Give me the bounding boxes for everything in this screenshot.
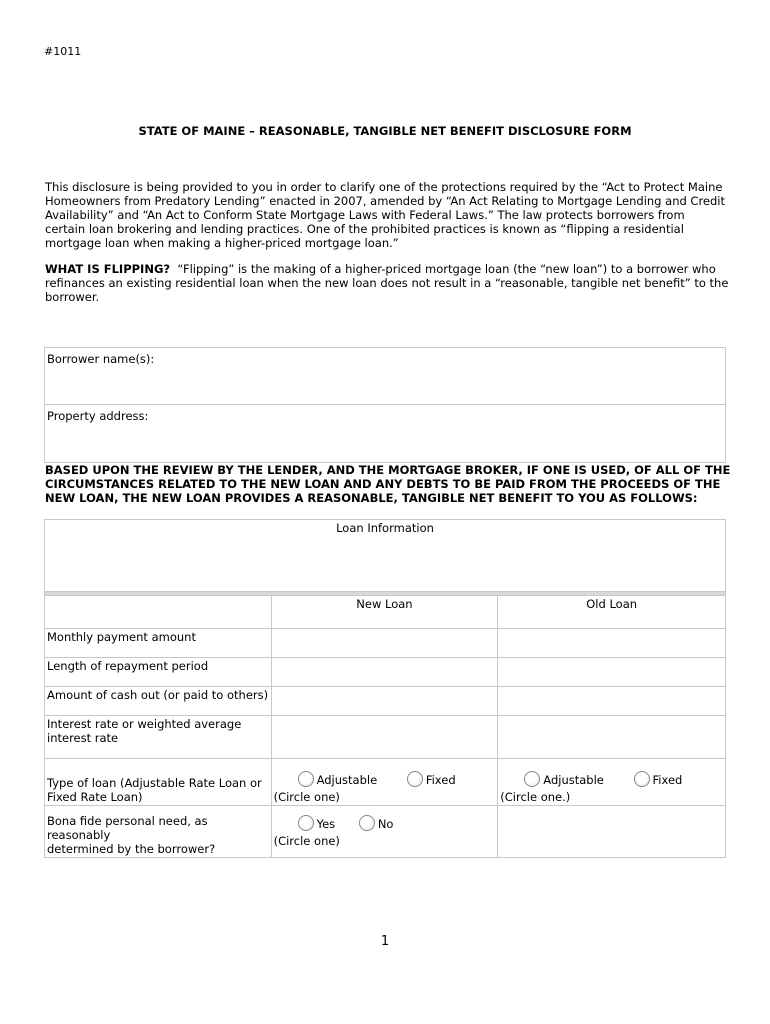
bona-fide-label xyxy=(45,806,272,858)
property-address-field[interactable] xyxy=(45,405,725,462)
monthly-payment-label: Monthly payment amount xyxy=(45,629,272,658)
bona-fide-new xyxy=(271,806,498,858)
old-loan-header: Old Loan xyxy=(498,596,726,629)
form-number: #1011 xyxy=(44,45,82,58)
repayment-period-old[interactable] xyxy=(498,658,726,687)
bona-fide-line: Bona fide personal need, as reasonably xyxy=(47,814,208,842)
intro-line: This disclosure is being provided to you in order to clarify one of the protections required by the “Act to Protect Maine xyxy=(45,180,723,194)
loan-type-old xyxy=(498,759,726,806)
loan-type-line: Fixed Rate Loan) xyxy=(47,790,143,804)
flipping-line: refinances an existing residential loan when the new loan does not result in a “reasonable, tangible net benefit” to the xyxy=(45,276,729,290)
borrower-name-field[interactable] xyxy=(45,348,725,405)
loan-type-line: Type of loan (Adjustable Rate Loan or xyxy=(47,776,262,790)
loan-type-label xyxy=(45,759,272,806)
monthly-payment-new[interactable] xyxy=(271,629,498,658)
radio-icon[interactable] xyxy=(524,771,540,787)
radio-icon[interactable] xyxy=(407,771,423,787)
intro-line: certain loan brokering and lending practices. One of the prohibited practices is known as “flipping a residential xyxy=(45,222,684,236)
repayment-period-new[interactable] xyxy=(271,658,498,687)
benefit-statement xyxy=(45,463,735,505)
radio-icon[interactable] xyxy=(359,815,375,831)
cash-out-old[interactable] xyxy=(498,687,726,716)
interest-rate-new[interactable] xyxy=(271,716,498,759)
property-address-label: Property address: xyxy=(47,409,149,423)
loan-type-new xyxy=(271,759,498,806)
borrower-name-label: Borrower name(s): xyxy=(47,352,155,366)
borrower-info-box xyxy=(44,347,726,463)
old-fixed-option[interactable]: Fixed xyxy=(634,771,683,787)
old-adjustable-option[interactable]: Adjustable xyxy=(524,771,604,787)
cash-out-new[interactable] xyxy=(271,687,498,716)
benefit-line: NEW LOAN, THE NEW LOAN PROVIDES A REASONABLE, TANGIBLE NET BENEFIT TO YOU AS FOLLOWS: xyxy=(45,491,698,505)
radio-icon[interactable] xyxy=(298,815,314,831)
bona-fide-old xyxy=(498,806,726,858)
circle-one-note: (Circle one) xyxy=(273,790,340,804)
loan-information-table xyxy=(44,519,726,858)
interest-rate-line: Interest rate or weighted average xyxy=(47,717,242,731)
page-title: STATE OF MAINE – REASONABLE, TANGIBLE NET BENEFIT DISCLOSURE FORM xyxy=(138,124,632,138)
benefit-line: CIRCUMSTANCES RELATED TO THE NEW LOAN AND ANY DEBTS TO BE PAID FROM THE PROCEEDS OF THE xyxy=(45,477,721,491)
flipping-line: borrower. xyxy=(45,290,100,304)
benefit-line: BASED UPON THE REVIEW BY THE LENDER, AND THE MORTGAGE BROKER, IF ONE IS USED, OF ALL OF THE xyxy=(45,463,731,477)
loan-info-header: Loan Information xyxy=(45,520,726,592)
flipping-paragraph xyxy=(45,262,735,304)
page-number: 1 xyxy=(380,934,390,949)
new-loan-header: New Loan xyxy=(271,596,498,629)
interest-rate-old[interactable] xyxy=(498,716,726,759)
radio-icon[interactable] xyxy=(634,771,650,787)
repayment-period-label: Length of repayment period xyxy=(45,658,272,687)
new-adjustable-option[interactable]: Adjustable xyxy=(298,771,378,787)
bona-fide-line: determined by the borrower? xyxy=(47,842,216,856)
flipping-heading: WHAT IS FLIPPING? xyxy=(45,262,171,276)
new-fixed-option[interactable]: Fixed xyxy=(407,771,456,787)
interest-rate-line: interest rate xyxy=(47,731,119,745)
intro-paragraph xyxy=(45,180,735,250)
circle-one-note: (Circle one.) xyxy=(500,790,571,804)
interest-rate-label xyxy=(45,716,272,759)
cash-out-label: Amount of cash out (or paid to others) xyxy=(45,687,272,716)
intro-line: Homeowners from Predatory Lending” enacted in 2007, amended by “An Act Relating to Mortgage Lending and Credit xyxy=(45,194,726,208)
circle-one-note: (Circle one) xyxy=(273,834,340,848)
intro-line: Availability” and “An Act to Conform State Mortgage Laws with Federal Laws.” The law protects borrowers from xyxy=(45,208,685,222)
monthly-payment-old[interactable] xyxy=(498,629,726,658)
flipping-text: “Flipping” is the making of a higher-priced mortgage loan (the “new loan”) to a borrower who xyxy=(170,262,716,276)
yes-option[interactable]: Yes xyxy=(298,815,336,831)
radio-icon[interactable] xyxy=(298,771,314,787)
no-option[interactable]: No xyxy=(359,815,394,831)
blank-header-cell xyxy=(45,596,272,629)
intro-line: mortgage loan when making a higher-priced mortgage loan.” xyxy=(45,236,399,250)
